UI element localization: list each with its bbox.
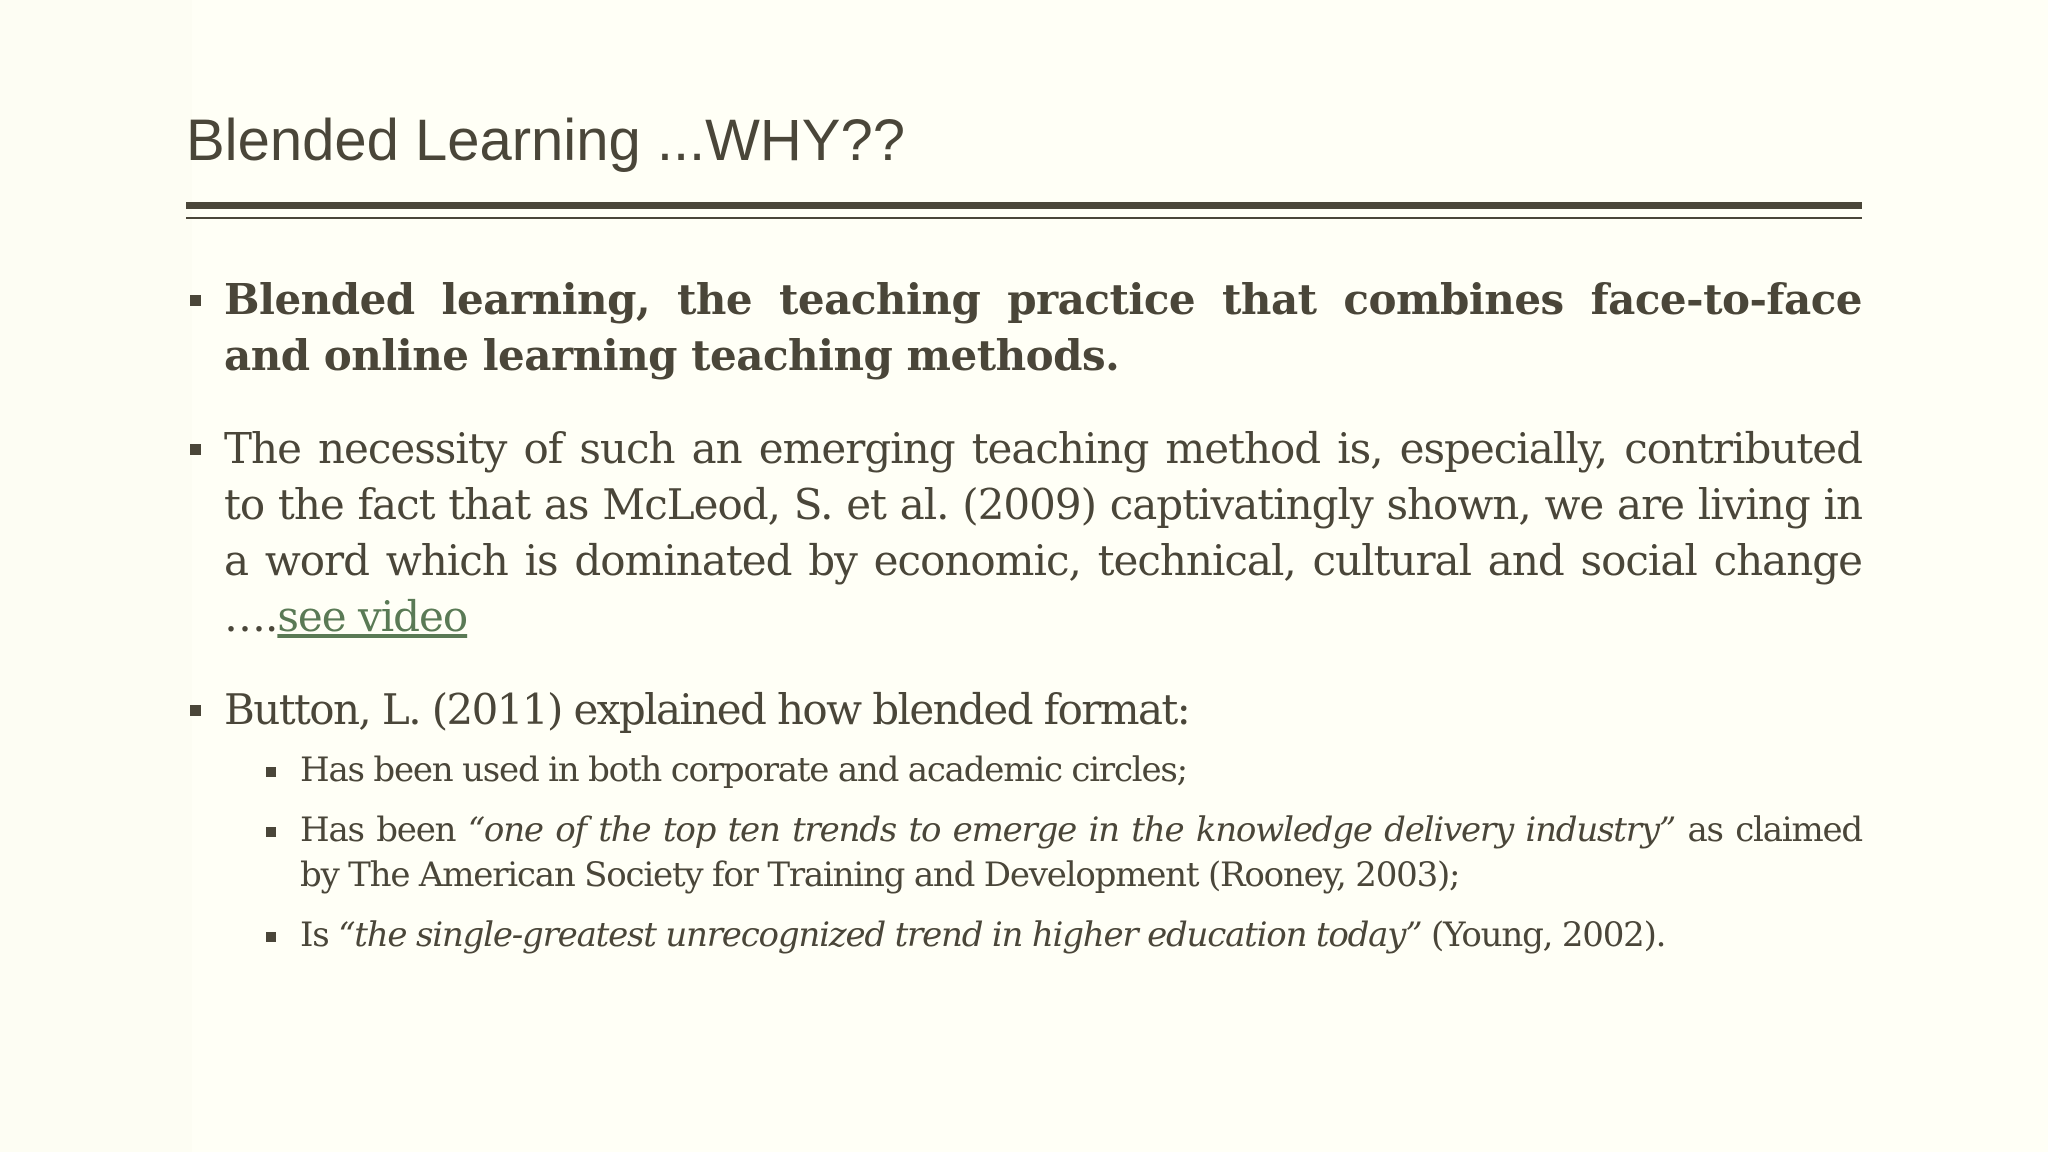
sub-bullet-top-ten-pre: Has been [300, 810, 468, 850]
sub-bullet-corporate [262, 748, 1862, 793]
title-rule-thick [186, 202, 1862, 209]
sub-bullet-trend [262, 913, 1862, 958]
square-bullet-icon [190, 444, 201, 455]
sub-bullet-corporate-text: Has been used in both corporate and academic circles; [300, 750, 1187, 790]
sub-bullet-top-ten-post: as claimed by The American Society for Training and Development (Rooney, 2003); [300, 810, 1862, 895]
see-video-link[interactable]: see video [277, 592, 468, 641]
bullet-button-text: Button, L. (2011) explained how blended format: [224, 685, 1190, 734]
bullet-necessity-text: The necessity of such an emerging teaching method is, especially, contributed to the fact that as McLeod, S. et al. (2009) captivatingly shown, we are living in a word which is dominated by economic, technical, cultural and social change …. [224, 424, 1862, 641]
square-bullet-icon [266, 827, 276, 837]
slide-title: Blended Learning ...WHY?? [186, 108, 905, 173]
sub-bullet-top-ten-quote: “one of the top ten trends to emerge in the knowledge delivery industry” [467, 810, 1676, 850]
bullet-definition [186, 272, 1862, 384]
bullet-necessity [186, 421, 1862, 645]
title-rule-thin [186, 217, 1862, 219]
square-bullet-icon [266, 767, 276, 777]
sub-bullet-trend-pre: Is [300, 915, 339, 955]
square-bullet-icon [190, 705, 201, 716]
sub-bullet-top-ten [262, 808, 1862, 898]
bullet-definition-text: Blended learning, the teaching practice that combines face-to-face and online learning teaching methods. [224, 275, 1862, 380]
sub-bullet-trend-quote: “the single-greatest unrecognized trend in higher education today” [338, 915, 1422, 955]
sub-bullet-trend-post: (Young, 2002). [1421, 915, 1666, 955]
square-bullet-icon [190, 295, 201, 306]
square-bullet-icon [266, 932, 276, 942]
slide-content [186, 272, 1862, 973]
bullet-button [186, 682, 1862, 738]
